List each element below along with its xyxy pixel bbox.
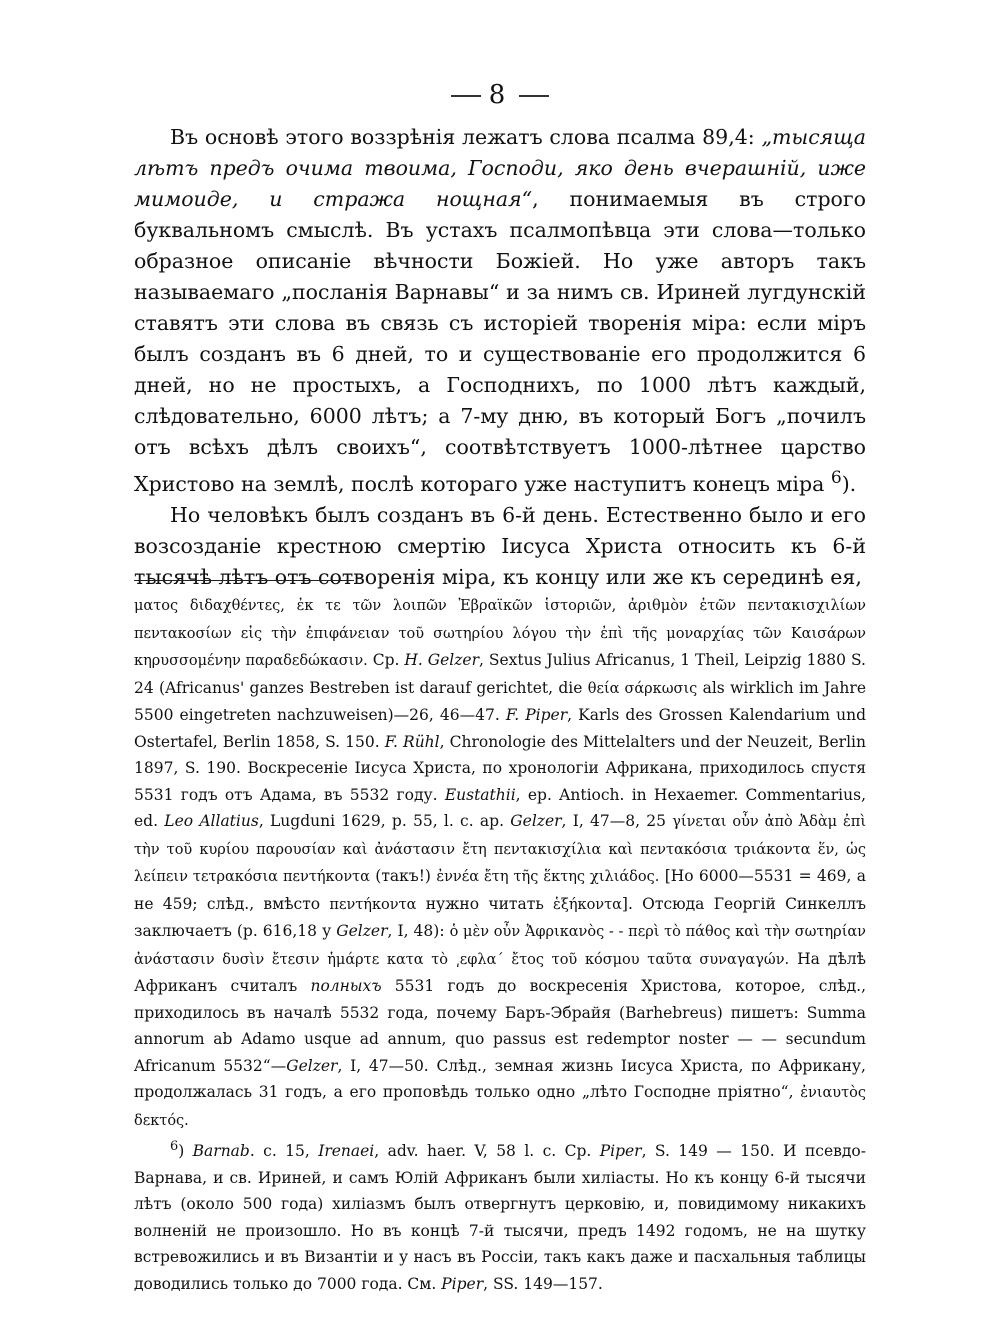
note-text: , I, 48):	[387, 922, 450, 940]
footnote-continued	[134, 592, 866, 1134]
note-text: , Karls des Grossen Kalendarium und Ostertafel, Berlin 1858, S. 150.	[134, 706, 866, 751]
note-text: , adv. haer. V, 58 l. c. Cp.	[374, 1142, 600, 1161]
greek-text: ἐνιαυτὸς δεκτός.	[134, 1085, 866, 1129]
footnote-ref-6: 6	[830, 468, 842, 488]
paragraph-2: Но человѣкъ былъ созданъ въ 6-й день. Естественно было и его возсозданіе крестною смертію Іисуса Христа относить къ 6-й тысячѣ лѣтъ отъ сотворенія міра, къ концу или же къ серединѣ ея,	[134, 502, 866, 589]
note-text: Cp.	[367, 651, 405, 669]
note-text: . c. 15,	[249, 1142, 319, 1161]
footnote-rule	[134, 580, 354, 581]
author-name: Eustathii	[444, 785, 516, 804]
note-text: нужно читать	[416, 894, 554, 913]
psalm-quote: „тысяща лѣтъ предъ очима твоима, Господи, яко день вчерашній, иже мимоиде, и стража нощная“	[134, 125, 866, 211]
note-text: ]. Отсюда Георгій Синкеллъ заключаетъ (р. 616,18 у	[134, 894, 867, 940]
author-name: H. Gelzer	[404, 651, 479, 669]
p1-text-b: , понимаемыя въ строго буквальномъ смыслѣ. Въ устахъ псалмопѣвца эти слова—только образное описаніе вѣчности Божіей. Но уже авторъ такъ называемаго „посланія Варнавы“ и за нимъ св. Ириней лугдунскій ставятъ эти слова въ связь съ исторіей творенія міра: если міръ былъ созданъ въ 6 дней, то и существованіе его продолжится 6 дней, но не простыхъ, а Господнихъ, по 1000 лѣтъ каждый, слѣдовательно, 6000 лѣтъ; а 7-му дню, въ который Богъ „почилъ отъ всѣхъ дѣлъ своихъ“, соотвѣтствуетъ 1000-лѣтнее царство Христово на землѣ, послѣ котораго уже наступитъ конецъ міра	[134, 187, 866, 496]
author-name: Leo Allatius	[164, 812, 259, 830]
author-name: Piper	[599, 1142, 642, 1161]
greek-text: ἑξήκοντα	[553, 896, 622, 913]
p1-text-c: ).	[841, 471, 857, 496]
note-text: , Lugduni 1629, p. 55, l. c. ap.	[258, 812, 511, 830]
main-text	[134, 122, 866, 593]
author-name: F. Piper	[505, 706, 568, 724]
note-text: , Chronologie des Mittelalters und der Neuzeit, Berlin 1897, S. 190. Воскресеніе Іисуса Христа, по хронологіи Африкана, приходилось спустя 5531 годъ отъ Адама, въ 5532 году.	[134, 732, 866, 804]
greek-text: ὁ μὲν οὖν Ἀφρικανὸς - - περὶ τὸ πάθος καὶ τὴν σωτηρίαν ἀνάστασιν δυσὶν ἔτεσιν ἡμάρτε κατα τὸ ͵εφλα´ ἔτος τοῦ κόσμου ταῦτα συναγαγών.	[134, 924, 866, 968]
p1-text-a: Въ основѣ этого воззрѣнія лежатъ слова псалма 89,4:	[170, 125, 762, 149]
paragraph-1	[134, 122, 866, 500]
note-text: , I, 47—50. Слѣд., земная жизнь Іисуса Христа, по Африкану, продолжалась 31 годъ, а его проповѣдь только одно „лѣто Господне пріятно“,	[134, 1056, 866, 1101]
greek-text: ματος διδαχθέντες, ἐκ τε τῶν λοιπῶν Ἑβραϊκῶν ἱστοριῶν, ἀριθμὸν ἐτῶν πεντακισχιλίων πεντακοσίων εἰς τὴν ἐπιφάνειαν τοῦ σωτηρίου λόγου τὴν ἐπὶ τῆς μοναρχίας τῶν Καισάρων κηρυσσομένην παραδεδώκασιν.	[134, 598, 866, 669]
page-number: 8	[488, 80, 512, 110]
author-name: Irenaei	[318, 1142, 375, 1161]
note-text: (такъ!)	[369, 867, 437, 885]
greek-text: θεία σάρκωσις	[587, 680, 698, 697]
note-text: als wirklich im Jahre 5500 eingetreten nachzuweisen)—26, 46—47.	[134, 678, 866, 724]
author-name: Gelzer	[510, 812, 562, 830]
page-header	[0, 80, 1000, 110]
note-text: , ep. Antioch. in Hexaemer. Commentarius, ed.	[134, 785, 866, 830]
footnote-6: $^6$) Barnab. c. 15, Irenaei, adv. haer. V, 58 l. c. Cp. Piper, S. 149 — 150. И псевдо-Варнава, и св. Ириней, и самъ Юлій Африканъ были хиліасты. Но къ концу 6-й тысячи лѣтъ (около 500 года) хиліазмъ былъ отвергнутъ церковію, и, повидимому никакихъ волненій не произошло. Но въ концѣ 7-й тысячи, предъ 1492 годомъ, не на шутку встревожились и въ Византіи и у насъ въ Россіи, такъ какъ даже и пасхальныя таблицы доводились только до 7000 года. См. Piper, SS. 149—157.	[134, 1139, 866, 1293]
note-text: , S. 149 — 150. И псевдо-Варнава, и св. Ириней, и самъ Юлій Африканъ были хиліасты. Но къ концу 6-й тысячи лѣтъ (около 500 года) хиліазмъ былъ отвергнутъ церковію, и, повидимому никакихъ волненій не произошло. Но въ концѣ 7-й тысячи, предъ 1492 годомъ, не на шутку встревожились и въ Византіи и у насъ въ Россіи, такъ какъ даже и пасхальныя таблицы доводились только до 7000 года. См.	[134, 1142, 866, 1293]
header-dash-left	[451, 95, 481, 97]
author-name: Gelzer	[336, 922, 388, 940]
header-dash-right	[519, 95, 549, 97]
note-text: [Но 6000—5531 = 469, а не 459; слѣд., вмѣсто	[134, 867, 867, 913]
footnote-number: 6	[170, 1139, 179, 1154]
note-text: , SS. 149—157.	[483, 1274, 603, 1293]
note-text: , I, 47—8, 25	[561, 812, 673, 830]
author-name: Piper	[441, 1274, 484, 1293]
emphasis: полныхъ	[310, 977, 382, 995]
author-name: F. Rühl	[384, 732, 440, 751]
note-text: 5531 годъ до воскресенія Христова, которое, слѣд., приходилось въ началѣ 5532 года, почему Баръ-Эбрайя (Barhebreus) пишетъ: Summa annorum ab Adamo usque ad annum, quo passus est redemptor noster — — secundum Africanum 5532“—	[134, 977, 866, 1075]
note-text: , Sextus Julius Africanus, 1 Theil, Leipzig 1880 S. 24 (Africanus' ganzes Bestreben ist darauf gerichtet, die	[134, 651, 866, 697]
greek-text: ἐννέα ἔτη τῆς ἕκτης χιλιάδος.	[436, 869, 660, 885]
footnotes	[134, 592, 866, 1297]
author-name: Barnab	[192, 1142, 250, 1161]
greek-text: γίνεται οὖν ἀπὸ Ἀδὰμ ἐπὶ τὴν τοῦ κυρίου παρουσίαν καὶ ἀνάστασιν ἔτη πεντακισχίλια καὶ πεντακόσια τριάκοντα ἕν, ὡς λείπειν τετρακόσια πεντήκοντα	[134, 814, 867, 885]
greek-text: πεντήκοντα	[329, 896, 417, 913]
note-text: На дѣлѣ Африканъ считалъ	[134, 949, 866, 995]
author-name: Gelzer	[286, 1056, 338, 1075]
